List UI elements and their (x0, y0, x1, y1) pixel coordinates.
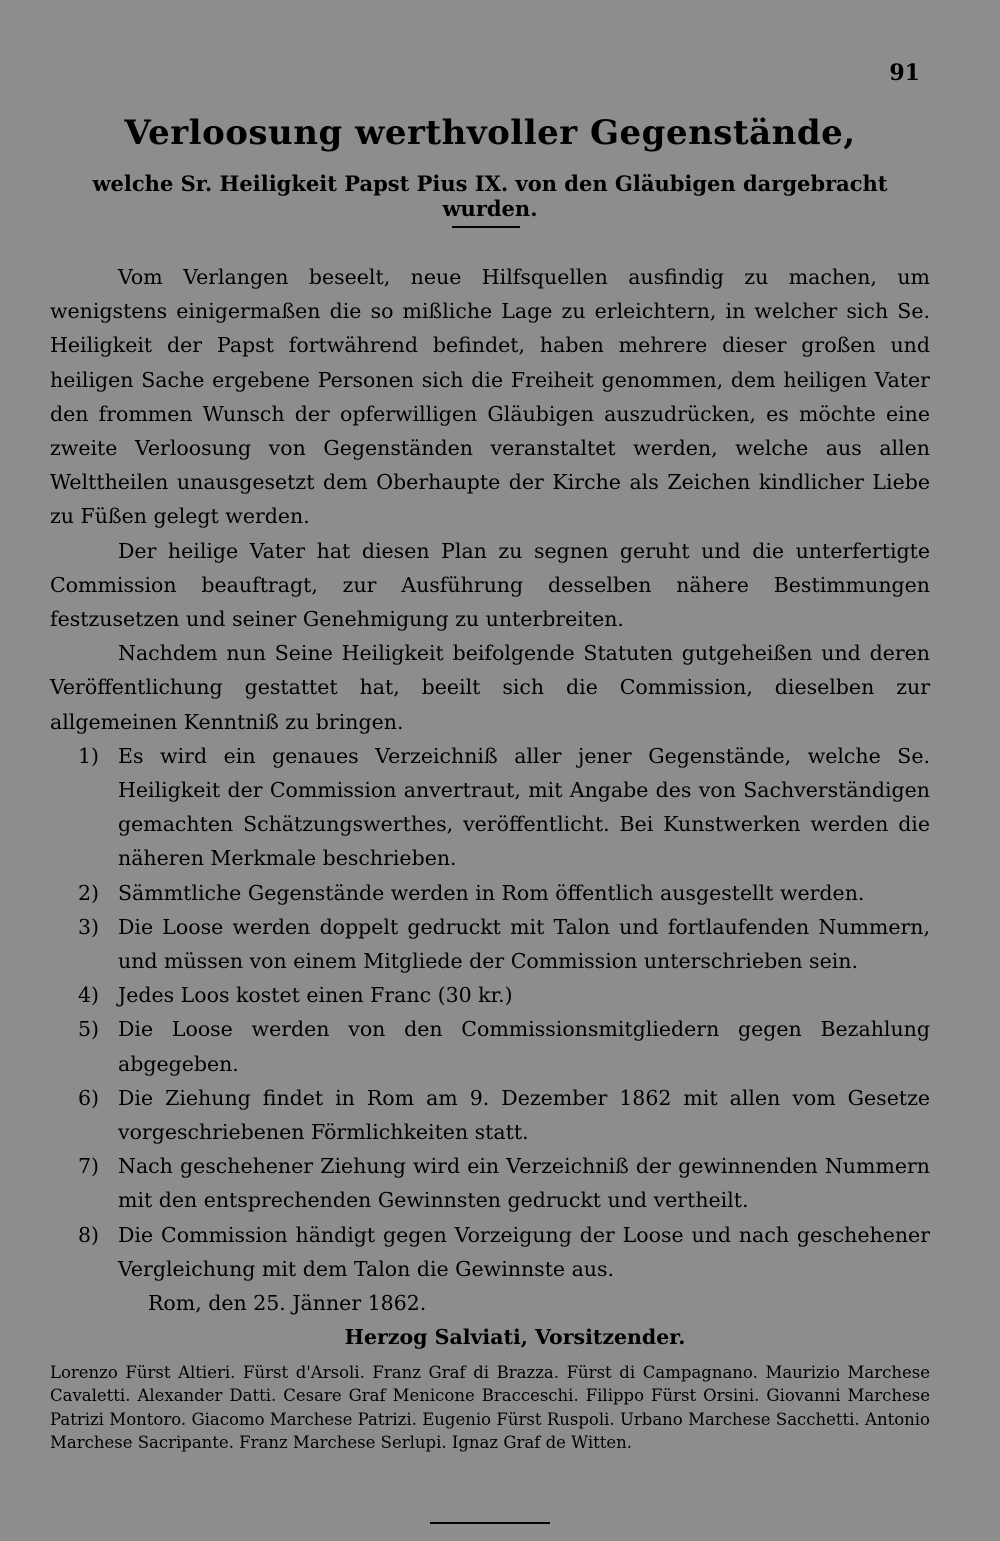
statute-text: Nach geschehener Ziehung wird ein Verzeichniß der gewinnenden Nummern mit den entsprechenden Gewinnsten gedruckt und vertheilt. (118, 1154, 930, 1213)
intro-paragraph: Der heilige Vater hat diesen Plan zu segnen geruht und die unterfertigte Commission beauftragt, zur Ausführung desselben nähere Bestimmungen festzusetzen und seiner Genehmigung zu unterbreiten. (50, 538, 930, 632)
page-subtitle: welche Sr. Heiligkeit Papst Pius IX. von den Gläubigen dargebracht wurden. (92, 171, 888, 221)
statute-item (50, 1149, 930, 1217)
intro-paragraph: Vom Verlangen beseelt, neue Hilfsquellen ausfindig zu machen, um wenigstens einigermaßen die so mißliche Lage zu erleichtern, in welcher sich Se. Heiligkeit der Papst fortwährend befindet, haben mehrere dieser großen und heiligen Sache ergebene Personen sich die Freiheit genommen, dem heiligen Vater den frommen Wunsch der opferwilligen Gläubigen auszudrücken, es möchte eine zweite Verloosung von Gegenständen veranstaltet werden, welche aus allen Welttheilen unausgesetzt dem Oberhaupte der Kirche als Zeichen kindlicher Liebe zu Füßen gelegt werden. (50, 265, 930, 529)
statute-text: Sämmtliche Gegenstände werden in Rom öffentlich ausgestellt werden. (118, 880, 865, 905)
statute-item (50, 1012, 930, 1080)
statute-text: Die Commission händigt gegen Vorzeigung der Loose und nach geschehener Vergleichung mit dem Talon die Gewinnste aus. (118, 1222, 930, 1281)
intro-paragraph: Nachdem nun Seine Heiligkeit beifolgende Statuten gutgeheißen und deren Veröffentlichung gestattet hat, beeilt sich die Commission, dieselben zur allgemeinen Kenntniß zu bringen. (50, 641, 930, 734)
statute-item (50, 739, 930, 876)
statute-text: Die Loose werden von den Commissionsmitgliedern gegen Bezahlung abgegeben. (118, 1017, 930, 1076)
statutes-list (50, 739, 930, 1286)
statute-text: Es wird ein genaues Verzeichniß aller jener Gegenstände, welche Se. Heiligkeit der Commission anvertraut, mit Angabe des von Sachverständigen gemachten Schätzungswerthes, veröffentlicht. Bei Kunstwerken werden die näheren Merkmale beschrieben. (118, 743, 930, 871)
statute-number: 4) (78, 983, 100, 1008)
statute-number: 3) (78, 914, 100, 939)
statute-text: Jedes Loos kostet einen Franc (30 kr.) (118, 983, 513, 1008)
statute-number: 6) (78, 1085, 100, 1110)
page-title: Verloosung werthvoller Gegenstände, (124, 113, 856, 153)
statute-number: 8) (78, 1222, 100, 1247)
statute-item (50, 978, 930, 1012)
statute-text: Die Ziehung findet in Rom am 9. Dezember 1862 mit allen vom Gesetze vorgeschriebenen Förmlichkeiten statt. (118, 1085, 930, 1145)
statute-item (50, 876, 930, 910)
dateline: Rom, den 25. Jänner 1862. (148, 1291, 427, 1316)
statute-number: 5) (78, 1017, 100, 1042)
document-page (50, 55, 930, 1525)
document-body (50, 260, 930, 1455)
title-divider (452, 226, 520, 228)
statute-text: Die Loose werden doppelt gedruckt mit Talon und fortlaufenden Nummern, und müssen von einem Mitgliede der Commission unterschrieben sein. (118, 914, 930, 974)
commission-members: Lorenzo Fürst Altieri. Fürst d'Arsoli. Franz Graf di Brazza. Fürst di Campagnano. Maurizio Marchese Cavaletti. Alexander Datti. Cesare Graf Menicone Bracceschi. Filippo Fürst Orsini. Giovanni Marchese Patrizi Montoro. Giacomo Marchese Patrizi. Eugenio Fürst Ruspoli. Urbano Marchese Sacchetti. Antonio Marchese Sacripante. Franz Marchese Serlupi. Ignaz Graf de Witten. (50, 1362, 930, 1452)
statute-item (50, 1218, 930, 1286)
statute-item (50, 910, 930, 978)
page-number: 91 (889, 60, 920, 86)
statute-item (50, 1081, 930, 1149)
bottom-divider (430, 1522, 550, 1524)
signatory: Herzog Salviati, Vorsitzender. (344, 1325, 686, 1350)
statute-number: 1) (78, 743, 100, 768)
statute-number: 7) (78, 1154, 100, 1179)
statute-number: 2) (78, 880, 100, 905)
